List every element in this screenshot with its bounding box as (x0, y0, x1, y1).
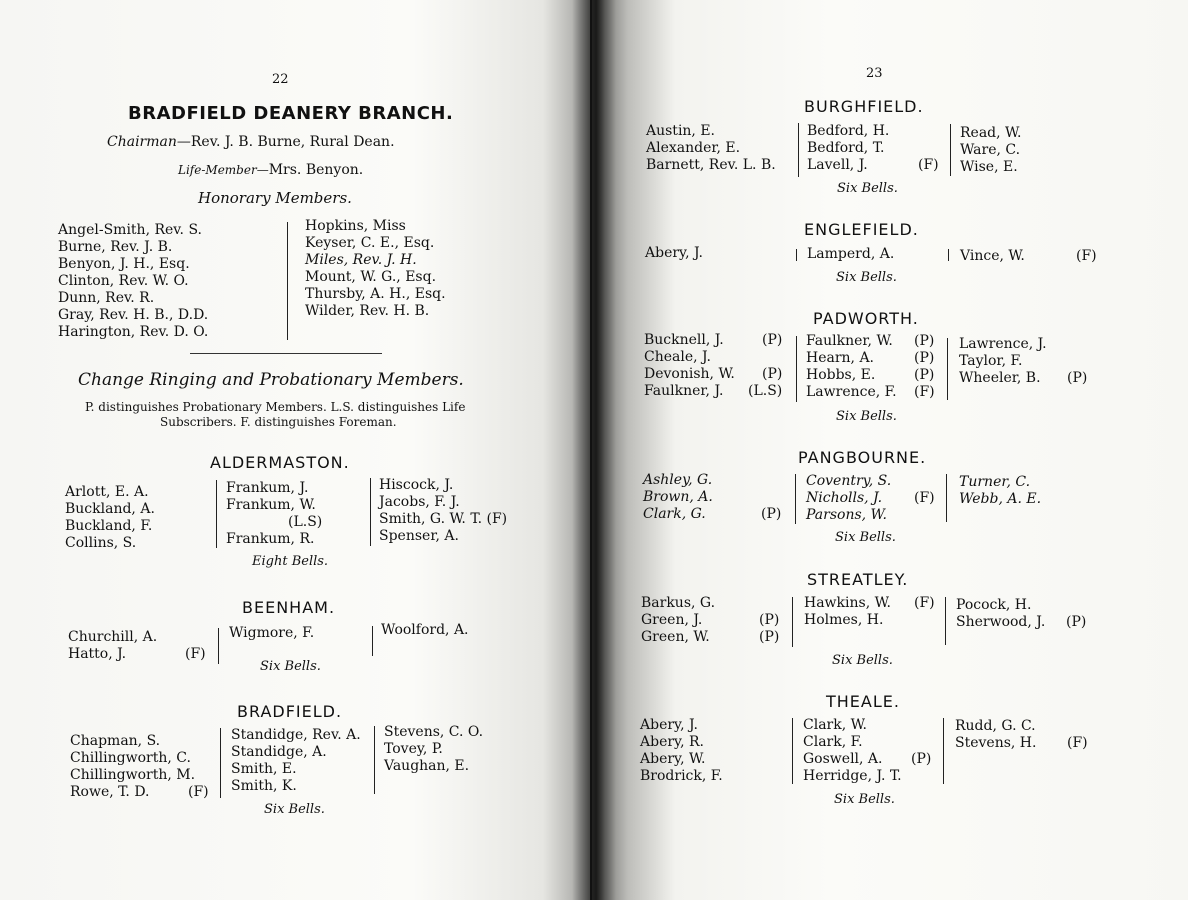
member-mark: (P) (759, 629, 780, 645)
list-item: Dunn, Rev. R. (58, 290, 155, 306)
branch-title: BRADFIELD DEANERY BRANCH. (128, 103, 454, 124)
list-item: Angel-Smith, Rev. S. (58, 222, 202, 238)
list-item: Clinton, Rev. W. O. (58, 273, 189, 289)
chairman-value: Rev. J. B. Burne, Rural Dean. (190, 134, 395, 150)
list-item (955, 735, 1088, 752)
list-item: Brown, A. (643, 489, 713, 505)
honorary-heading: Honorary Members. (198, 189, 352, 207)
member-name: Green, W. (641, 629, 710, 645)
bradfield-col-2 (231, 727, 361, 795)
list-item: Rudd, G. C. (955, 718, 1036, 734)
member-mark: (P) (914, 367, 935, 383)
list-item: Chillingworth, M. (70, 767, 196, 783)
list-item: Frankum, R. (226, 531, 315, 547)
streatley-col-3 (956, 597, 1087, 631)
theale-col-1 (640, 717, 723, 785)
list-item (806, 367, 935, 384)
list-item: Abery, R. (640, 734, 704, 750)
list-item: Jacobs, F. J. (379, 494, 460, 510)
list-item: Austin, E. (646, 123, 716, 139)
bradfield-col-3 (384, 724, 483, 775)
bells-note: Eight Bells. (252, 554, 329, 569)
pangbourne-col-3 (959, 474, 1041, 508)
chairman-label: Chairman— (107, 134, 191, 150)
list-item (644, 366, 783, 383)
section-title-bradfield: BRADFIELD. (237, 702, 343, 721)
list-item: Smith, E. (231, 761, 297, 777)
honorary-left-list (58, 222, 208, 341)
member-mark: (P) (1066, 614, 1087, 630)
list-item (806, 333, 935, 350)
padworth-col-2 (806, 333, 935, 401)
column-divider (946, 474, 947, 522)
column-divider (796, 336, 797, 402)
list-item: Pocock, H. (956, 597, 1032, 613)
member-mark: (L.S) (748, 383, 783, 399)
list-item (959, 336, 1047, 353)
member-mark: (P) (762, 366, 783, 382)
list-item: Frankum, W. (226, 497, 316, 513)
member-name: Vince, W. (960, 248, 1025, 264)
column-divider (948, 249, 949, 261)
list-item: Alexander, E. (646, 140, 741, 156)
bells-note: Six Bells. (836, 409, 897, 424)
list-item (806, 384, 935, 401)
list-item: Coventry, S. (806, 473, 892, 489)
pangbourne-col-2 (806, 473, 935, 524)
list-item: (L.S) (288, 514, 323, 530)
member-name: Stevens, H. (955, 735, 1037, 751)
note-line-1: P. distinguishes Probationary Members. L.S. distinguishes Life (85, 400, 466, 414)
member-name: Devonish, W. (644, 366, 735, 382)
life-member-value: Mrs. Benyon. (268, 162, 364, 178)
list-item: Buckland, F. (65, 518, 153, 534)
member-name: Barkus, G. (641, 595, 716, 611)
list-item: Vaughan, E. (384, 758, 470, 774)
list-item: Miles, Rev. J. H. (305, 252, 417, 268)
list-item: Spenser, A. (379, 528, 459, 544)
list-item (959, 370, 1088, 387)
list-item: Abery, J. (640, 717, 698, 733)
member-mark: (F) (1067, 735, 1088, 751)
section-title-streatley: STREATLEY. (807, 570, 909, 589)
member-name: Clark, G. (643, 506, 706, 522)
list-item: Ware, C. (960, 142, 1021, 158)
list-item (379, 511, 507, 528)
list-item: Wise, E. (960, 159, 1018, 175)
streatley-col-2 (804, 595, 935, 629)
member-mark: (F) (188, 784, 209, 800)
column-divider (943, 718, 944, 784)
list-item: Thursby, A. H., Esq. (305, 286, 446, 302)
bells-note: Six Bells. (835, 530, 896, 545)
column-divider (792, 597, 793, 647)
member-mark: (P) (759, 612, 780, 628)
list-item: Harington, Rev. D. O. (58, 324, 209, 340)
beenham-col-2 (229, 625, 314, 642)
list-item: Benyon, J. H., Esq. (58, 256, 190, 272)
list-item: Standidge, Rev. A. (231, 727, 361, 743)
list-item (806, 350, 935, 367)
englefield-col-2 (807, 246, 894, 263)
member-mark: (F) (185, 646, 206, 662)
member-name: Cheale, J. (644, 349, 711, 365)
beenham-col-1 (68, 629, 206, 663)
list-item (803, 751, 932, 768)
list-item: Gray, Rev. H. B., D.D. (58, 307, 209, 323)
list-item: Holmes, H. (804, 612, 884, 628)
member-mark: (F) (914, 595, 935, 611)
note-line-2: Subscribers. F. distinguishes Foreman. (160, 415, 397, 429)
list-item: Read, W. (960, 125, 1022, 141)
list-item: Barnett, Rev. L. B. (646, 157, 776, 173)
aldermaston-col-1 (65, 484, 155, 552)
list-item: Webb, A. E. (959, 491, 1042, 507)
list-item: Wigmore, F. (229, 625, 315, 641)
life-member-label: Life-Member— (178, 163, 269, 177)
section-title-padworth: PADWORTH. (813, 309, 919, 328)
member-name: Hawkins, W. (804, 595, 891, 611)
left-page (0, 0, 590, 900)
bells-note: Six Bells. (837, 181, 898, 196)
list-item: Bedford, T. (807, 140, 885, 156)
member-mark: (F) (1076, 248, 1097, 264)
padworth-col-3 (959, 336, 1088, 387)
member-name: Wheeler, B. (959, 370, 1041, 386)
column-divider (370, 478, 371, 546)
list-item (70, 784, 209, 801)
list-item: Tovey, P. (384, 741, 443, 757)
list-item: Herridge, J. T. (803, 768, 902, 784)
list-item (641, 612, 780, 629)
list-item: Smith, K. (231, 778, 297, 794)
column-divider (374, 726, 375, 794)
list-item (804, 595, 935, 612)
section-title-englefield: ENGLEFIELD. (804, 220, 919, 239)
list-item: Hiscock, J. (379, 477, 454, 493)
list-item (643, 506, 782, 523)
bells-note: Six Bells. (832, 653, 893, 668)
list-item: Mount, W. G., Esq. (305, 269, 437, 285)
bradfield-col-1 (70, 733, 209, 801)
member-name: Bucknell, J. (644, 332, 724, 348)
member-name: Lawrence, F. (806, 384, 897, 400)
column-divider (792, 718, 793, 784)
member-name: Sherwood, J. (956, 614, 1046, 630)
bells-note: Six Bells. (260, 659, 321, 674)
member-mark: (P) (911, 751, 932, 767)
right-page (592, 0, 1188, 900)
aldermaston-col-3 (379, 477, 507, 545)
list-item: Churchill, A. (68, 629, 158, 645)
pangbourne-col-1 (643, 472, 782, 523)
list-item: Clark, F. (803, 734, 863, 750)
burghfield-col-2 (807, 123, 939, 174)
member-mark: (F) (486, 511, 508, 527)
list-item: Abery, W. (640, 751, 706, 767)
list-item (956, 614, 1087, 631)
englefield-col-1 (645, 245, 703, 262)
member-mark: (P) (1067, 370, 1088, 386)
list-item: Chapman, S. (70, 733, 161, 749)
list-item (960, 248, 1097, 265)
padworth-col-1 (644, 332, 783, 400)
list-item: Burne, Rev. J. B. (58, 239, 173, 255)
list-item (644, 383, 783, 400)
list-item: Hopkins, Miss (305, 218, 406, 234)
aldermaston-col-2 (226, 480, 322, 548)
list-item: Wilder, Rev. H. B. (305, 303, 430, 319)
member-name: Lawrence, J. (959, 336, 1047, 352)
member-mark: (P) (762, 332, 783, 348)
member-name: Lavell, J. (807, 157, 868, 173)
list-item: Collins, S. (65, 535, 137, 551)
page-number: 22 (272, 72, 289, 87)
list-item: Bedford, H. (807, 123, 890, 139)
section-title-aldermaston: ALDERMASTON. (210, 453, 350, 472)
member-name: Goswell, A. (803, 751, 883, 767)
list-item (806, 490, 935, 507)
list-item (807, 157, 939, 174)
column-divider (218, 628, 219, 664)
theale-col-3 (955, 718, 1088, 752)
list-item: Brodrick, F. (640, 768, 723, 784)
life-member-line (178, 162, 363, 179)
column-divider (795, 474, 796, 524)
list-item (641, 629, 780, 646)
member-name: Faulkner, W. (806, 333, 893, 349)
bells-note: Six Bells. (836, 270, 897, 285)
list-item (959, 353, 1047, 370)
burghfield-col-3 (960, 125, 1021, 176)
bells-note: Six Bells. (264, 802, 325, 817)
list-item: Keyser, C. E., Esq. (305, 235, 435, 251)
streatley-col-1 (641, 595, 780, 646)
change-ringing-heading: Change Ringing and Probationary Members. (78, 370, 464, 390)
honorary-right-list (305, 218, 446, 320)
list-item: Ashley, G. (643, 472, 713, 488)
member-name: Green, J. (641, 612, 703, 628)
member-name: Faulkner, J. (644, 383, 724, 399)
column-divider (796, 249, 797, 261)
column-divider (372, 626, 373, 656)
member-mark: (F) (914, 384, 935, 400)
chairman-line (107, 134, 395, 151)
list-item (644, 349, 735, 366)
list-item: Stevens, C. O. (384, 724, 484, 740)
theale-col-2 (803, 717, 932, 785)
member-mark: (P) (914, 350, 935, 366)
list-item (644, 332, 783, 349)
list-item: Buckland, A. (65, 501, 155, 517)
englefield-col-3 (960, 248, 1097, 265)
column-divider (947, 338, 948, 400)
section-title-beenham: BEENHAM. (242, 598, 336, 617)
list-item: Standidge, A. (231, 744, 327, 760)
member-name: Hearn, A. (806, 350, 875, 366)
list-item: Frankum, J. (226, 480, 309, 496)
column-divider (287, 222, 288, 340)
column-divider (216, 480, 217, 548)
divider-rule (190, 353, 382, 354)
member-name: Rowe, T. D. (70, 784, 150, 800)
book-gutter (572, 0, 616, 900)
list-item: Lamperd, A. (807, 246, 895, 262)
list-item: Arlott, E. A. (65, 484, 149, 500)
member-mark: (F) (914, 490, 935, 506)
column-divider (945, 597, 946, 645)
column-divider (950, 124, 951, 176)
column-divider (220, 728, 221, 798)
section-title-theale: THEALE. (826, 692, 900, 711)
burghfield-col-1 (646, 123, 776, 174)
section-title-pangbourne: PANGBOURNE. (798, 448, 927, 467)
beenham-col-3 (381, 622, 469, 639)
list-item: Woolford, A. (381, 622, 469, 638)
member-name: Smith, G. W. T. (379, 511, 483, 527)
list-item: Chillingworth, C. (70, 750, 191, 766)
list-item: Turner, C. (959, 474, 1031, 490)
list-item (641, 595, 715, 612)
member-name: Hobbs, E. (806, 367, 876, 383)
member-mark: (P) (914, 333, 935, 349)
bells-note: Six Bells. (834, 792, 895, 807)
list-item (68, 646, 206, 663)
member-name: Hatto, J. (68, 646, 127, 662)
section-title-burghfield: BURGHFIELD. (804, 97, 924, 116)
member-name: Taylor, F. (959, 353, 1023, 369)
column-divider (798, 123, 799, 177)
page-number: 23 (866, 66, 883, 81)
member-mark: (F) (918, 157, 939, 173)
list-item: Parsons, W. (806, 507, 887, 523)
list-item: Abery, J. (645, 245, 703, 261)
list-item: Clark, W. (803, 717, 868, 733)
member-name: Nicholls, J. (806, 490, 883, 506)
member-mark: (P) (761, 506, 782, 522)
